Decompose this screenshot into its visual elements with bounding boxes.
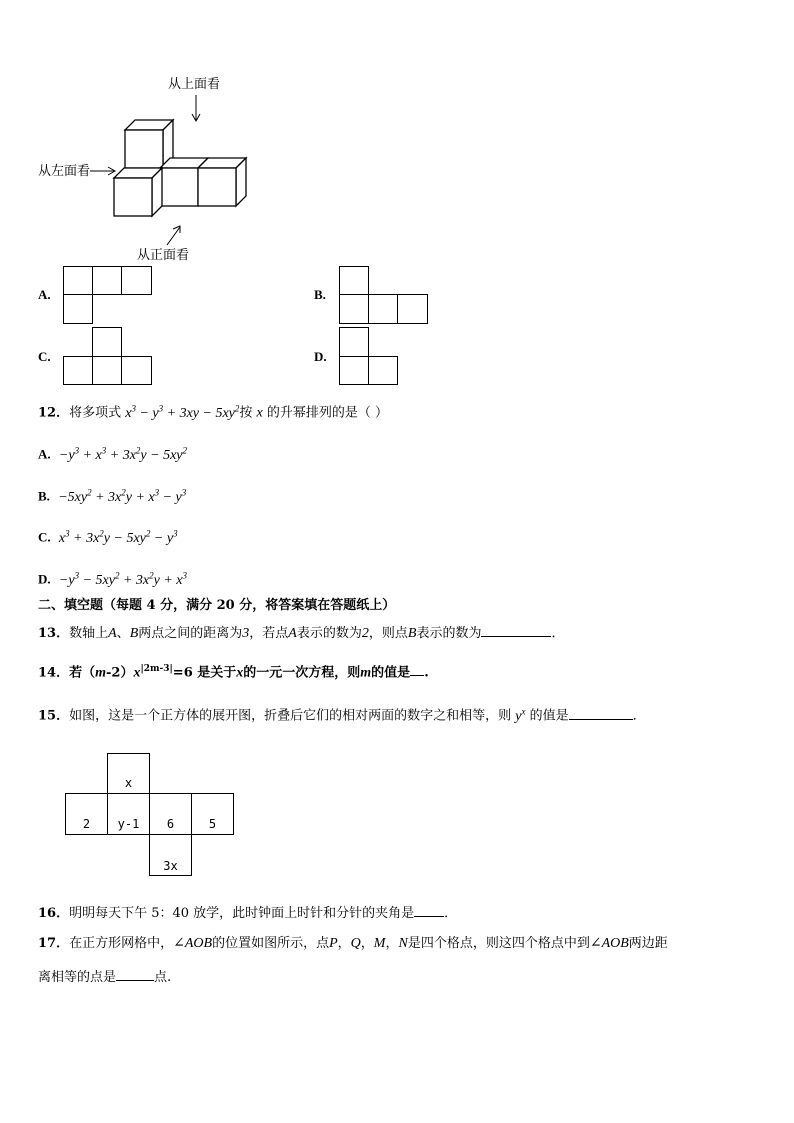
answer-blank-16[interactable] — [414, 904, 444, 917]
answer-blank-14[interactable] — [410, 663, 424, 676]
net-face-3x: 3x — [163, 859, 178, 873]
answer-blank-15[interactable] — [569, 707, 633, 720]
net-face-2: 2 — [82, 817, 91, 831]
front-view-label: 从正面看 — [137, 247, 190, 262]
question-17: 17．在正方形网格中，∠AOB的位置如图所示，点P，Q，M，N是四个格点，则这四个格点中到∠AOB两边距 — [38, 936, 668, 951]
answer-blank-13[interactable] — [481, 624, 551, 637]
question-14: 14．若$(m-2)x^{|2m-3|}=6$ 是关于x的一元一次方程，则m的值是 . — [38, 664, 429, 681]
question-12: 12．将多项式 $x^3 - y^3 + 3xy - 5xy^2$按 x 的升幂排列的是（ ） — [38, 403, 389, 421]
cube-drawing — [30, 70, 290, 270]
option-11-c-label: C. — [38, 349, 51, 364]
option-11-a-label: A. — [38, 287, 51, 302]
option-12-a: A. $-y^3 + x^3 + 3x^2y - 5xy^2$ — [38, 445, 188, 463]
left-view-label: 从左面看 — [38, 163, 91, 178]
question-17-line2: 离相等的点是 点. — [38, 970, 172, 985]
section-heading: 二、填空题（每题 4 分，满分 20 分，将答案填在答题纸上） — [38, 598, 396, 613]
net-face-5: 5 — [208, 817, 217, 831]
answer-blank-17[interactable] — [116, 968, 154, 981]
question-15: 15．如图，这是一个正方体的展开图，折叠后它们的相对两面的数字之和相等，则 $y^x$ 的值是 ． — [38, 706, 646, 724]
cube-figure — [30, 70, 290, 270]
option-12-d: D. $-y^3 - 5xy^2 + 3x^2y + x^3$ — [38, 570, 187, 588]
polynomial: $x^3 - y^3 + 3xy - 5xy^2$ — [125, 403, 240, 421]
option-12-b: B. $-5xy^2 + 3x^2y + x^3 - y^3$ — [38, 487, 187, 505]
net-face-y-1: y-1 — [117, 817, 140, 831]
option-11-b-label: B. — [314, 287, 326, 302]
net-face-x: x — [124, 776, 133, 790]
top-view-label: 从上面看 — [168, 76, 221, 91]
question-13: 13．数轴上A、B两点之间的距离为3，若点A表示的数为2，则点B表示的数为 ． — [38, 626, 565, 641]
net-face-6: 6 — [166, 817, 175, 831]
option-12-c: C. $x^3 + 3x^2y - 5xy^2 - y^3$ — [38, 528, 178, 546]
question-16: 16．明明每天下午 5：40 放学，此时钟面上时针和分针的夹角是 ． — [38, 906, 458, 921]
option-11-d-label: D. — [314, 349, 327, 364]
